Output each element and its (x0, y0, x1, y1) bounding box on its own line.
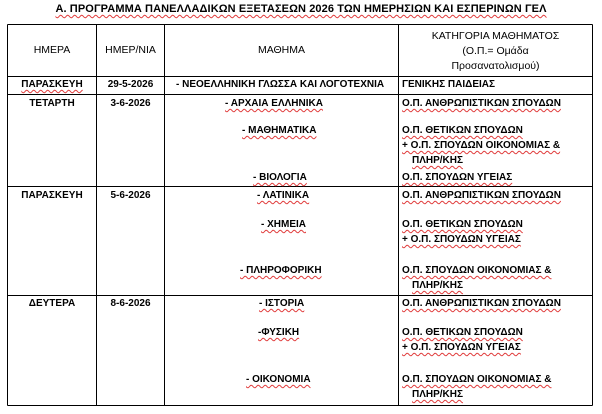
header-day: ΗΜΕΡΑ (33, 44, 71, 56)
row2-subject-2: - ΜΑΘΗΜΑΤΙΚΑ (242, 125, 317, 136)
row3-category-2b: + Ο.Π. ΣΠΟΥΔΩΝ ΥΓΕΙΑΣ (402, 234, 521, 245)
row1-category: ΓΕΝΙΚΗΣ ΠΑΙΔΕΙΑΣ (402, 79, 495, 90)
row2-category-2c: ΠΛΗΡ/ΚΗΣ (412, 155, 464, 166)
row2-category-3: Ο.Π. ΣΠΟΥΔΩΝ ΥΓΕΙΑΣ (402, 172, 513, 183)
row2-category-1: Ο.Π. ΑΝΘΡΩΠΙΣΤΙΚΩΝ ΣΠΟΥΔΩΝ (402, 98, 561, 109)
row1-date: 29-5-2026 (107, 79, 154, 90)
header-date: ΗΜΕΡ/ΝΙΑ (105, 44, 156, 56)
row2-day: ΤΕΤΑΡΤΗ (29, 98, 75, 109)
header-category-line3: Προσανατολισμού) (451, 60, 540, 72)
row4-category-1: Ο.Π. ΑΝΘΡΩΠΙΣΤΙΚΩΝ ΣΠΟΥΔΩΝ (402, 298, 561, 309)
row3-category-1: Ο.Π. ΑΝΘΡΩΠΙΣΤΙΚΩΝ ΣΠΟΥΔΩΝ (402, 190, 561, 201)
row4-category-3a: Ο.Π. ΣΠΟΥΔΩΝ ΟΙΚΟΝΟΜΙΑΣ & (402, 374, 552, 385)
row3-category-3a: Ο.Π. ΣΠΟΥΔΩΝ ΟΙΚΟΝΟΜΙΑΣ & (402, 265, 552, 276)
row4-date: 8-6-2026 (110, 298, 151, 309)
row3-day: ΠΑΡΑΣΚΕΥΗ (21, 190, 83, 201)
row4-day: ΔΕΥΤΕΡΑ (28, 298, 76, 309)
row2-category-2b: + Ο.Π. ΣΠΟΥΔΩΝ ΟΙΚΟΝΟΜΙΑΣ & (402, 140, 561, 151)
row2-subject-1: - ΑΡΧΑΙΑ ΕΛΛΗΝΙΚΑ (225, 98, 323, 109)
row3-subject-2: - ΧΗΜΕΙΑ (261, 219, 306, 230)
row4-subject-1: - ΙΣΤΟΡΙΑ (259, 298, 305, 309)
row3-category-3b: ΠΛΗΡ/ΚΗΣ (412, 280, 464, 291)
row4-category-3b: ΠΛΗΡ/ΚΗΣ (412, 389, 464, 400)
row2-subject-3: - ΒΙΟΛΟΓΙΑ (253, 172, 307, 183)
row4-category-2b: + Ο.Π. ΣΠΟΥΔΩΝ ΥΓΕΙΑΣ (402, 342, 521, 353)
header-category-line2: (Ο.Π.= Ομάδα (462, 45, 529, 57)
page-title: Α. ΠΡΟΓΡΑΜΜΑ ΠΑΝΕΛΛΑΔΙΚΩΝ ΕΞΕΤΑΣΕΩΝ 2026 ΤΩΝ ΗΜΕΡΗΣΙΩΝ ΚΑΙ ΕΣΠΕΡΙΝΩΝ ΓΕΛ (55, 3, 547, 15)
row1-day: ΠΑΡΑΣΚΕΥΗ (21, 79, 83, 90)
row3-subject-1: - ΛΑΤΙΝΙΚΑ (257, 190, 310, 201)
row4-subject-2: -ΦΥΣΙΚΗ (258, 327, 300, 338)
row3-category-2a: Ο.Π. ΘΕΤΙΚΩΝ ΣΠΟΥΔΩΝ (402, 219, 523, 230)
row1-subject: - ΝΕΟΕΛΛΗΝΙΚΗ ΓΛΩΣΣΑ ΚΑΙ ΛΟΓΟΤΕΧΝΙΑ (176, 79, 385, 90)
row3-subject-3: - ΠΛΗΡΟΦΟΡΙΚΗ (240, 265, 322, 276)
row2-category-2a: Ο.Π. ΘΕΤΙΚΩΝ ΣΠΟΥΔΩΝ (402, 125, 523, 136)
header-category-line1: ΚΑΤΗΓΟΡΙΑ ΜΑΘΗΜΑΤΟΣ (431, 30, 560, 42)
row2-date: 3-6-2026 (110, 98, 151, 109)
row4-category-2a: Ο.Π. ΘΕΤΙΚΩΝ ΣΠΟΥΔΩΝ (402, 327, 523, 338)
row3-date: 5-6-2026 (110, 190, 151, 201)
row4-subject-3: - ΟΙΚΟΝΟΜΙΑ (246, 374, 311, 385)
header-subject: ΜΑΘΗΜΑ (257, 44, 306, 56)
